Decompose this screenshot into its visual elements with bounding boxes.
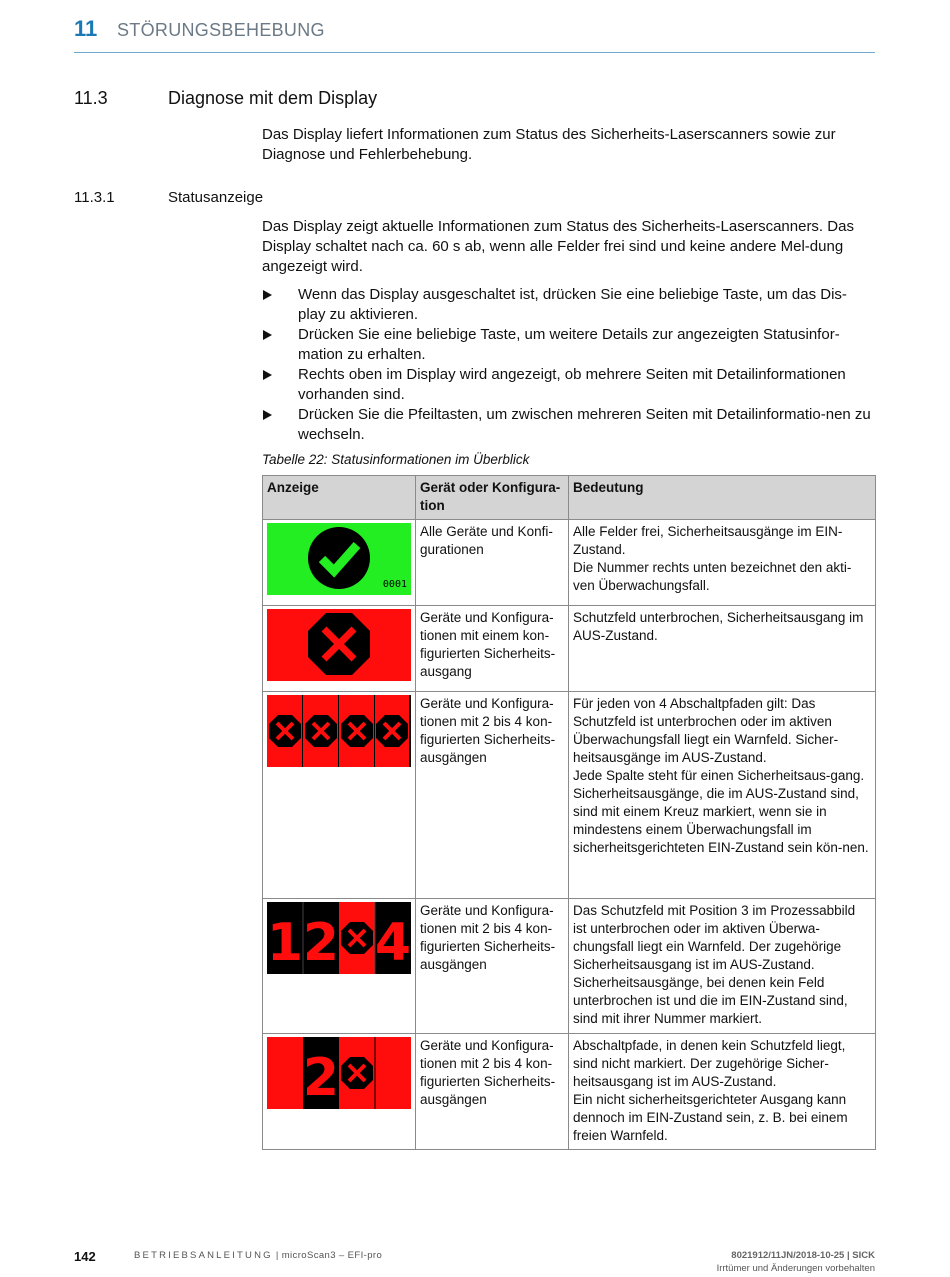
brand-name: SICK [852,1250,875,1261]
table-row [263,606,876,692]
meaning-cell: Abschaltpfade, in denen kein Schutzfeld liegt, sind nicht markiert. Der zugehörige Sicher-heitsausgang ist im AUS-Zustand. Ein nicht sicherheitsgerichteter Ausgang kann dennoch im EIN-Zustand sein, z. B. bei einem freien Warnfeld. [569,1034,876,1150]
display-cell [263,1034,416,1150]
cross-display-icon [267,609,411,681]
display-cell [263,520,416,606]
subsection-number: 11.3.1 [74,189,115,206]
table-row [263,1034,876,1150]
doc-id: 8021912/11JN/2018-10-25 [731,1250,845,1261]
meaning-cell: Das Schutzfeld mit Position 3 im Prozessabbild ist unterbrochen oder im aktiven Überwa-chungsfall liegt ein Warnfeld. Der zugehörige Sicherheitsausgang ist im AUS-Zustand. Sicherheitsausgänge, bei denen kein Feld unterbrochen ist und die im EIN-Zustand sind, sind mit ihrer Nummer markiert. [569,899,876,1034]
triangle-bullet-icon [263,290,272,300]
section-heading [74,88,874,112]
table-row [263,899,876,1034]
table-caption: Tabelle 22: Statusinformationen im Überblick [262,452,530,467]
table-header-row [263,476,876,520]
partial-numbers-display-icon [267,1037,411,1109]
meaning-cell: Für jeden von 4 Abschaltpfaden gilt: Das Schutzfeld ist unterbrochen oder im aktiven Überwachungsfall liegt ein Warnfeld. Sicher-heitsausgänge im AUS-Zustand. Jede Spalte steht für einen Sicherheitsaus-gang. Sicherheitsausgänge, die im AUS-Zustand sind, sind mit einem Kreuz markiert, wenn sie in mindestens einem Überwachungsfall im sicherheitsgerichteten EIN-Zustand sein kön-nen. [569,692,876,899]
list-item: Drücken Sie die Pfeiltasten, um zwischen mehreren Seiten mit Detailinformatio-nen zu wechseln. [262,405,874,445]
display-cell [263,899,416,1034]
numbers-display-icon [267,902,411,974]
product-name: microScan3 – EFI-pro [281,1250,383,1261]
section-intro: Das Display liefert Informationen zum Status des Sicherheits-Laserscanners sowie zur Diagnose und Fehlerbehebung. [262,126,836,163]
device-cell: Geräte und Konfigura-tionen mit 2 bis 4 kon-figurierten Sicherheits-ausgängen [416,899,569,1034]
device-cell: Geräte und Konfigura-tionen mit 2 bis 4 kon-figurierten Sicherheits-ausgängen [416,692,569,899]
display-cell [263,606,416,692]
header-display: Anzeige [263,476,416,520]
triangle-bullet-icon [263,410,272,420]
subsection-title: Statusanzeige [168,189,264,206]
triangle-bullet-icon [263,370,272,380]
status-table [262,475,876,1150]
section-number: 11.3 [74,88,108,108]
chapter-number: 11 [74,16,98,41]
checkmark-display-icon [267,523,411,595]
meaning-cell: Schutzfeld unterbrochen, Sicherheitsausgang im AUS-Zustand. [569,606,876,692]
monitoring-case-number: 0001 [382,579,407,590]
display-cell [263,692,416,899]
header-device: Gerät oder Konfigura-tion [416,476,569,520]
output-number: 2 [302,1048,340,1108]
triangle-bullet-icon [263,330,272,340]
list-item: Drücken Sie eine beliebige Taste, um weitere Details zur angezeigten Statusinfor-mation zu erhalten. [262,325,874,365]
doc-type: BETRIEBSANLEITUNG [134,1250,273,1261]
footer-doc-info: BETRIEBSANLEITUNG | microScan3 – EFI-pro [134,1250,383,1261]
table-row [263,520,876,606]
output-number: 4 [374,913,411,973]
subsection-heading [74,189,874,209]
list-item: Rechts oben im Display wird angezeigt, ob mehrere Seiten mit Detailinformationen vorhanden sind. [262,365,874,405]
chapter-header [74,14,875,53]
four-crosses-display-icon [267,695,411,767]
section-title: Diagnose mit dem Display [168,88,378,108]
list-item: Wenn das Display ausgeschaltet ist, drücken Sie eine beliebige Taste, um das Dis-play zu aktivieren. [262,285,874,325]
output-number: 2 [302,913,340,973]
instruction-list [262,285,874,445]
device-cell: Geräte und Konfigura-tionen mit einem kon-figurierten Sicherheits-ausgang [416,606,569,692]
device-cell: Geräte und Konfigura-tionen mit 2 bis 4 kon-figurierten Sicherheits-ausgängen [416,1034,569,1150]
chapter-title: STÖRUNGSBEHEBUNG [117,20,325,40]
header-meaning: Bedeutung [569,476,876,520]
table-row [263,692,876,899]
disclaimer: Irrtümer und Änderungen vorbehalten [716,1263,875,1274]
subsection-text: Das Display zeigt aktuelle Informationen zum Status des Sicherheits-Laserscanners. Das Display schaltet nach ca. 60 s ab, wenn alle Felder frei sind und keine andere Mel-dung angezeigt wird. [262,218,854,275]
device-cell: Alle Geräte und Konfi-gurationen [416,520,569,606]
page-number: 142 [74,1249,96,1264]
output-number: 1 [267,913,304,973]
meaning-cell: Alle Felder frei, Sicherheitsausgänge im EIN-Zustand. Die Nummer rechts unten bezeichnet den akti-ven Überwachungsfall. [569,520,876,606]
footer-right: 8021912/11JN/2018-10-25 | SICK Irrtümer und Änderungen vorbehalten [716,1250,875,1274]
